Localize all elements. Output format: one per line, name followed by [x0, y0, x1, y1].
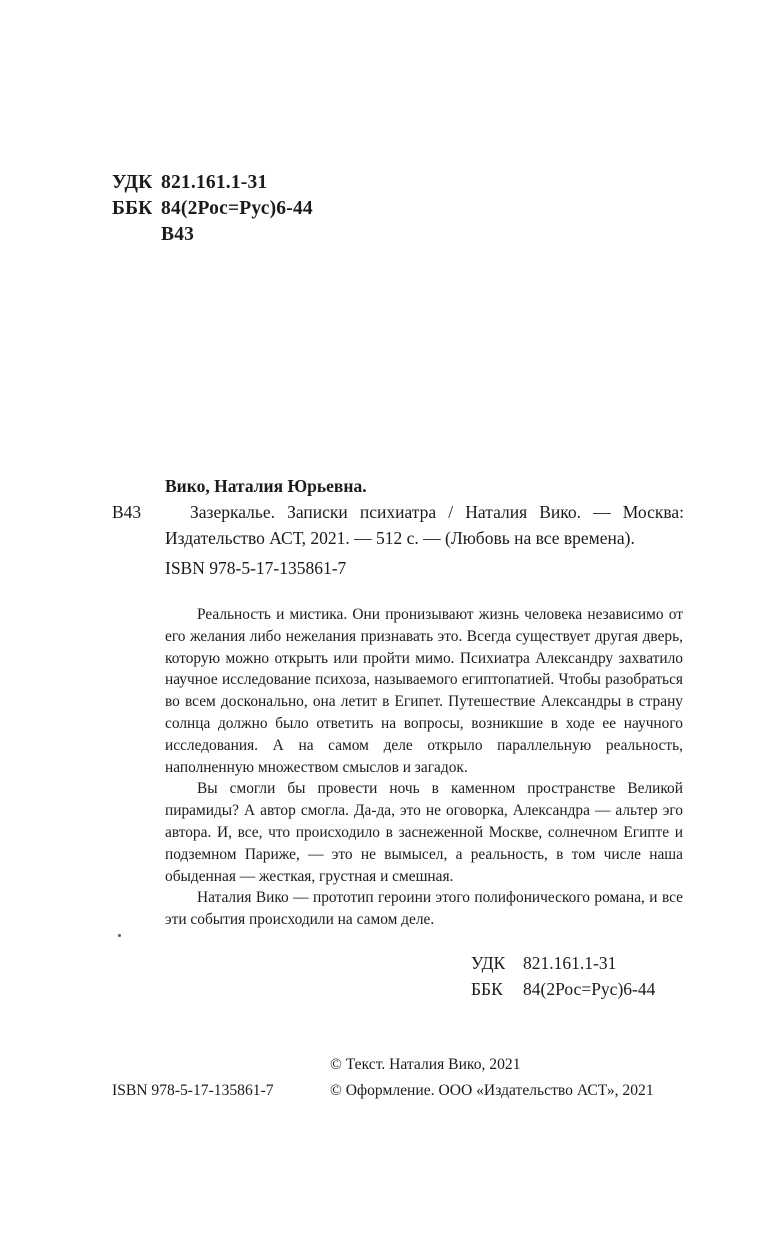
bbk-label-top: ББК [112, 198, 153, 219]
bbk-value-top: 84(2Рос=Рус)6-44 [161, 198, 313, 219]
annotation-block [165, 604, 683, 931]
annotation-paragraph: Вы смогли бы провести ночь в каменном пространстве Великой пирамиды? А автор смогла. Да-да, это не оговорка, Александра — альтер эго автора. И, все, что происходило в заснеженной Москве, солнечном Египте и подземном Париже, — это не вымысел, а реальность, в том числе наша обыденная — жесткая, грустная и смешная. [165, 780, 683, 885]
ink-speck [118, 934, 121, 937]
description-block [112, 500, 684, 551]
classification-block-top [112, 170, 313, 248]
footer-row-text [112, 1052, 684, 1078]
shelf-mark-marker: В43 [112, 502, 142, 522]
author-name: Вико, Наталия Юрьевна. [165, 476, 367, 496]
description-text: Зазеркалье. Записки психиатра / Наталия Вико. — Москва: Издательство АСТ, 2021. — 512 с. — (Любовь на все времена). [165, 502, 684, 548]
udk-value-top: 821.161.1-31 [161, 172, 268, 193]
bbk-value-repeat: 84(2Рос=Рус)6-44 [523, 979, 656, 999]
udk-line-repeat [471, 950, 655, 976]
udk-value-repeat: 821.161.1-31 [523, 953, 617, 973]
shelf-mark-top: В43 [161, 224, 195, 245]
annotation-paragraph: Реальность и мистика. Они пронизывают жизнь человека независимо от его желания либо нежелания признавать это. Всегда существует другая дверь, которую можно открыть или пройти мимо. Психиатра Александру захватило научное исследование психоза, называемого египтопатией. Чтобы разобраться во всем досконально, она летит в Египет. Путешествие Александры в страну солнца должно было ответить на вопросы, возникшие в ходе ее научного исследования. А на самом деле открыло параллельную реальность, наполненную множеством смыслов и загадок. [165, 606, 683, 776]
footer-row-design [112, 1078, 684, 1104]
udk-label-top: УДК [112, 172, 153, 193]
copyright-text: © Текст. Наталия Вико, 2021 [330, 1056, 521, 1073]
udk-line-top [112, 170, 313, 196]
isbn-main: ISBN 978-5-17-135861-7 [165, 558, 347, 578]
classification-block-repeat [471, 950, 655, 1002]
footer-block [112, 1052, 684, 1104]
bibliographic-record [112, 474, 684, 582]
udk-label-repeat: УДК [471, 953, 506, 973]
bbk-label-repeat: ББК [471, 979, 503, 999]
bbk-line-repeat [471, 976, 655, 1002]
copyright-design: © Оформление. ООО «Издательство АСТ», 2021 [330, 1082, 654, 1099]
annotation-paragraph: Наталия Вико — прототип героини этого полифонического романа, и все эти события происходили на самом деле. [165, 889, 683, 929]
bbk-line-top [112, 196, 313, 222]
isbn-footer: ISBN 978-5-17-135861-7 [112, 1082, 274, 1099]
